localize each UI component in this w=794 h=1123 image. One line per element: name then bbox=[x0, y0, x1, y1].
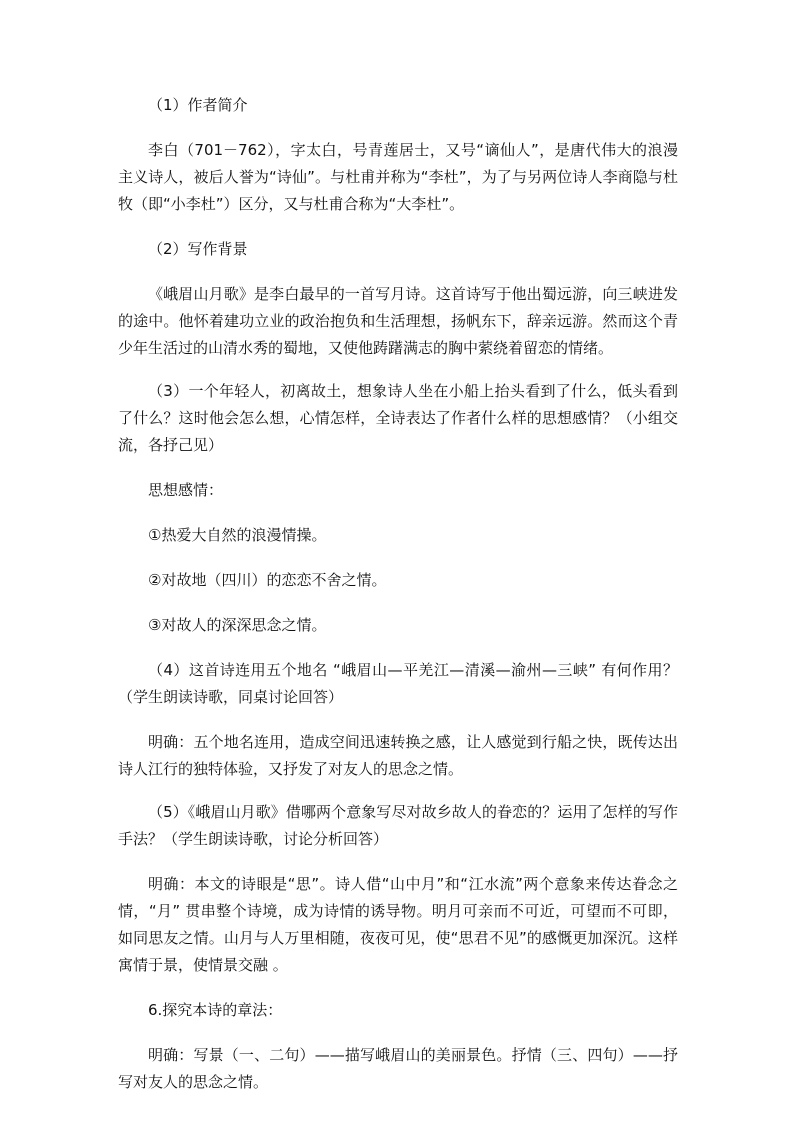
list-item-2: ②对故地（四川）的恋恋不舍之情。 bbox=[148, 571, 387, 589]
paragraph-author-bio: 李白（701－762），字太白，号青莲居士，又号“谪仙人”，是唐代伟大的浪漫主义诗人，被后人誉为“诗仙”。与杜甫并称为“李杜”，为了与另两位诗人李商隐与杜牧（即“小李杜”）区分，又与杜甫合称为“大李杜”。 bbox=[118, 141, 678, 213]
list-item-1: ①热爱大自然的浪漫情操。 bbox=[148, 526, 327, 544]
heading-structure: 6.探究本诗的章法： bbox=[148, 1001, 283, 1019]
answer-5: 明确：本文的诗眼是“思”。诗人借“山中月”和“江水流”两个意象来传达眷念之情，“月” 贯串整个诗境，成为诗情的诱导物。明月可亲而不可近，可望而不可即，如同思友之情。山月与人万里相随，夜夜可见，使“思君不见”的感慨更加深沉。这样寓情于景，使情景交融 。 bbox=[118, 875, 678, 974]
heading-author-intro: （1）作者简介 bbox=[148, 96, 248, 114]
question-3: （3）一个年轻人，初离故土，想象诗人坐在小船上抬头看到了什么，低头看到了什么？这时他会怎么想，心情怎样，全诗表达了作者什么样的思想感情？（小组交流，各抒己见） bbox=[118, 382, 678, 454]
paragraph-background: 《峨眉山月歌》是李白最早的一首写月诗。这首诗写于他出蜀远游，向三峡进发的途中。他怀着建功立业的政治抱负和生活理想，扬帆东下，辞亲远游。然而这个青少年生活过的山清水秀的蜀地，又使他踌躇满志的胸中萦绕着留恋的情绪。 bbox=[118, 285, 678, 357]
question-5: （5）《峨眉山月歌》借哪两个意象写尽对故乡故人的眷恋的？运用了怎样的写作手法？（学生朗读诗歌，讨论分析回答） bbox=[118, 803, 678, 848]
label-thoughts-feelings: 思想感情： bbox=[148, 481, 224, 499]
answer-structure: 明确：写景（一、二句）——描写峨眉山的美丽景色。抒情（三、四句）——抒写对友人的思念之情。 bbox=[118, 1046, 678, 1091]
heading-writing-background: （2）写作背景 bbox=[148, 240, 248, 258]
document-body bbox=[118, 92, 678, 1096]
list-item-3: ③对故人的深深思念之情。 bbox=[148, 616, 327, 634]
answer-4: 明确：五个地名连用，造成空间迅速转换之感，让人感觉到行船之快，既传达出诗人江行的独特体验，又抒发了对友人的思念之情。 bbox=[118, 733, 678, 778]
question-4: （4）这首诗连用五个地名 “峨眉山—平羌江—清溪—渝州—三峡” 有何作用？（学生朗读诗歌，同桌讨论回答） bbox=[118, 661, 678, 706]
